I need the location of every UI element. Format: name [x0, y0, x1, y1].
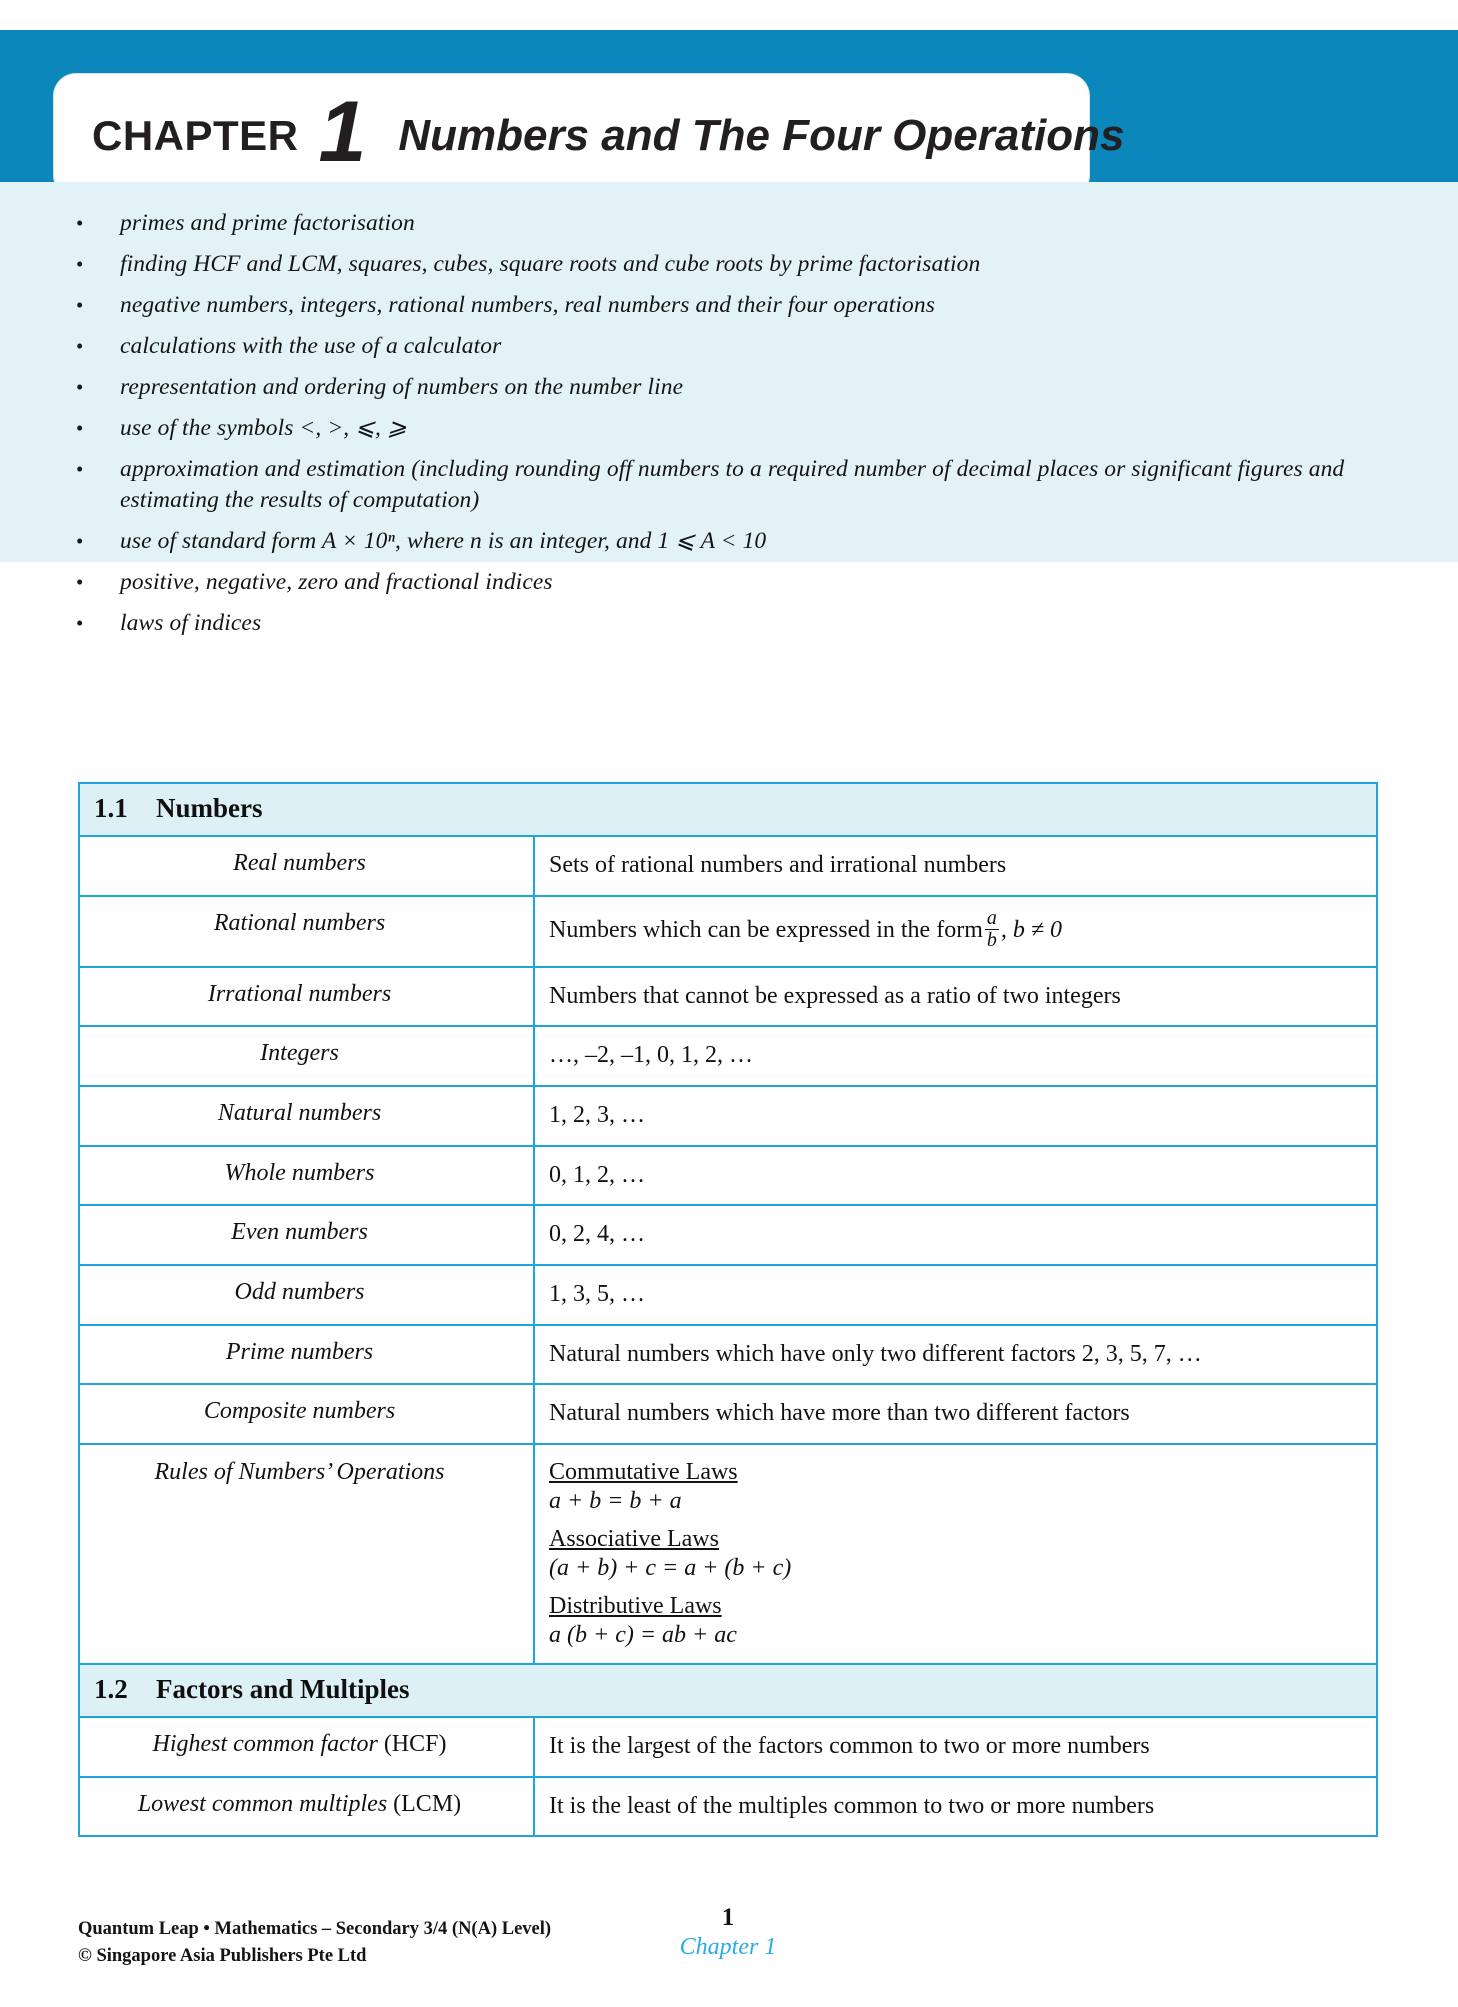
bullet-icon: • — [76, 375, 84, 399]
table-row — [79, 1086, 1377, 1146]
term-label: Irrational numbers — [207, 980, 392, 1007]
term-abbreviation: (HCF) — [383, 1731, 447, 1758]
term-cell — [79, 1444, 534, 1664]
footer-line-copyright: © Singapore Asia Publishers Pte Ltd — [78, 1945, 367, 1966]
section-number: 1.2 — [94, 1674, 128, 1705]
table-row — [79, 1717, 1377, 1777]
page-footer — [78, 1904, 1378, 1986]
term-cell — [79, 896, 534, 967]
term-label: Whole numbers — [224, 1159, 375, 1186]
section-header-cell — [79, 783, 1377, 836]
term-cell — [79, 836, 534, 896]
definition-cell — [534, 1205, 1377, 1265]
objective-text: approximation and estimation (including rounding off numbers to a required number of decimal places or significant figures and estimating the results of computation) — [120, 456, 1345, 513]
objectives-panel — [0, 182, 1458, 636]
table-row-rules — [79, 1444, 1377, 1664]
term-label: Natural numbers — [217, 1100, 382, 1127]
term-cell — [79, 1384, 534, 1444]
objective-text: finding HCF and LCM, squares, cubes, square roots and cube roots by prime factorisation — [120, 251, 981, 277]
term-abbreviation: (LCM) — [393, 1790, 462, 1817]
objective-text: laws of indices — [120, 610, 262, 636]
definition-cell — [534, 1026, 1377, 1086]
objective-text: negative numbers, integers, rational numbers, real numbers and their four operations — [120, 292, 935, 318]
table-row — [79, 1777, 1377, 1837]
definition-prefix: Numbers which can be expressed in the form — [549, 916, 983, 943]
bullet-icon: • — [76, 611, 84, 635]
term-label: Composite numbers — [203, 1398, 396, 1425]
term-label — [153, 1731, 447, 1757]
table-row — [79, 1384, 1377, 1444]
chapter-word-label: CHAPTER — [92, 111, 299, 159]
term-label: Rational numbers — [213, 909, 386, 936]
table-row — [79, 1205, 1377, 1265]
term-cell — [79, 1777, 534, 1837]
chapter-title: Numbers and The Four Operations — [398, 110, 1125, 160]
definition-cell — [534, 836, 1377, 896]
section-header-cell — [79, 1664, 1377, 1717]
objective-item — [70, 208, 1388, 239]
term-label: Prime numbers — [225, 1338, 374, 1365]
objective-item — [70, 331, 1388, 362]
objective-item — [70, 454, 1388, 516]
definition-text: Natural numbers which have only two different factors 2, 3, 5, 7, … — [549, 1340, 1202, 1367]
bullet-icon: • — [76, 252, 84, 276]
bullet-icon: • — [76, 416, 84, 440]
law-expression-commutative: a + b = b + a — [549, 1488, 682, 1515]
definition-cell — [534, 1086, 1377, 1146]
section-header-row — [79, 783, 1377, 836]
bullet-icon: • — [76, 293, 84, 317]
definition-suffix: , b ≠ 0 — [1000, 916, 1063, 943]
bullet-icon: • — [76, 211, 84, 235]
term-label: Integers — [260, 1040, 339, 1067]
term-cell — [79, 967, 534, 1027]
term-label: Real numbers — [233, 850, 366, 876]
term-cell — [79, 1146, 534, 1206]
term-cell — [79, 1265, 534, 1325]
objective-item — [70, 567, 1388, 598]
bullet-icon: • — [76, 334, 84, 358]
objective-text: use of the symbols <, >, ⩽, ⩾ — [120, 415, 407, 441]
rules-definition-cell — [534, 1444, 1377, 1664]
definition-text: …, –2, –1, 0, 1, 2, … — [549, 1042, 753, 1069]
term-cell — [79, 1086, 534, 1146]
definition-text: 1, 2, 3, … — [549, 1102, 645, 1129]
footer-page-marker — [638, 1904, 818, 1962]
definition-text: It is the least of the multiples common to two or more numbers — [549, 1792, 1155, 1819]
term-name: Lowest common multiples — [137, 1790, 388, 1817]
law-expression-distributive: a (b + c) = ab + ac — [549, 1622, 737, 1649]
definition-cell — [534, 967, 1377, 1027]
table-row — [79, 1146, 1377, 1206]
definition-cell — [534, 1777, 1377, 1837]
definition-text: Sets of rational numbers and irrational numbers — [549, 852, 1007, 878]
page-number: 1 — [721, 1904, 735, 1931]
definition-text: Natural numbers which have more than two different factors — [549, 1400, 1130, 1427]
objective-text: primes and prime factorisation — [120, 210, 415, 236]
section-name: Numbers — [156, 793, 263, 823]
definition-cell — [534, 1717, 1377, 1777]
term-cell — [79, 1325, 534, 1385]
objective-item — [70, 372, 1388, 403]
definition-text: 0, 1, 2, … — [549, 1161, 645, 1188]
term-label: Odd numbers — [234, 1279, 365, 1306]
objective-item — [70, 526, 1388, 557]
definition-text: Numbers that cannot be expressed as a ratio of two integers — [549, 982, 1121, 1009]
objective-item — [70, 249, 1388, 280]
table-row — [79, 967, 1377, 1027]
table-row — [79, 836, 1377, 896]
fraction-numerator: a — [986, 906, 997, 929]
chapter-title-plate — [54, 74, 1125, 197]
footer-publisher-info — [78, 1916, 551, 1970]
term-label: Even numbers — [231, 1219, 368, 1246]
definition-cell — [534, 1265, 1377, 1325]
bullet-icon: • — [76, 570, 84, 594]
objective-item — [70, 413, 1388, 444]
objective-text: representation and ordering of numbers on the number line — [120, 374, 684, 400]
section-number: 1.1 — [94, 793, 128, 823]
chapter-number: 1 — [318, 83, 367, 180]
definition-cell — [534, 1384, 1377, 1444]
summary-table — [78, 782, 1378, 1837]
table-row — [79, 1026, 1377, 1086]
definition-cell — [534, 896, 1377, 967]
law-title-associative: Associative Laws — [549, 1526, 719, 1553]
section-header-row — [79, 1664, 1377, 1717]
bullet-icon: • — [76, 529, 84, 553]
table-row — [79, 1265, 1377, 1325]
definition-text: 1, 3, 5, … — [549, 1281, 645, 1308]
chapter-banner — [0, 30, 1458, 182]
definition-text: 0, 2, 4, … — [549, 1221, 645, 1248]
objectives-list — [0, 182, 1458, 639]
term-name: Highest common factor — [152, 1731, 378, 1758]
table-row — [79, 1325, 1377, 1385]
footer-line-title: Quantum Leap • Mathematics – Secondary 3/4 (N(A) Level) — [78, 1919, 552, 1939]
definition-cell — [534, 1325, 1377, 1385]
term-cell — [79, 1026, 534, 1086]
objective-text: calculations with the use of a calculator — [120, 333, 502, 359]
fraction-denominator: b — [986, 928, 997, 951]
objective-text: positive, negative, zero and fractional indices — [120, 569, 553, 595]
chapter-reference: Chapter 1 — [679, 1933, 777, 1960]
bullet-icon: • — [76, 457, 84, 481]
table-row — [79, 896, 1377, 967]
term-label: Rules of Numbers’ Operations — [154, 1459, 445, 1486]
section-name: Factors and Multiples — [156, 1674, 410, 1705]
law-expression-associative: (a + b) + c = a + (b + c) — [549, 1555, 792, 1582]
definition-text: It is the largest of the factors common to two or more numbers — [549, 1733, 1150, 1760]
objective-item — [70, 290, 1388, 321]
objective-text: use of standard form A × 10ⁿ, where n is an integer, and 1 ⩽ A < 10 — [120, 528, 767, 554]
fraction-a-over-b — [985, 908, 999, 951]
definition-text — [549, 906, 1063, 951]
term-label — [138, 1791, 461, 1817]
definition-cell — [534, 1146, 1377, 1206]
law-title-commutative: Commutative Laws — [549, 1459, 738, 1486]
law-title-distributive: Distributive Laws — [549, 1593, 722, 1620]
term-cell — [79, 1205, 534, 1265]
term-cell — [79, 1717, 534, 1777]
objective-item — [70, 608, 1388, 639]
